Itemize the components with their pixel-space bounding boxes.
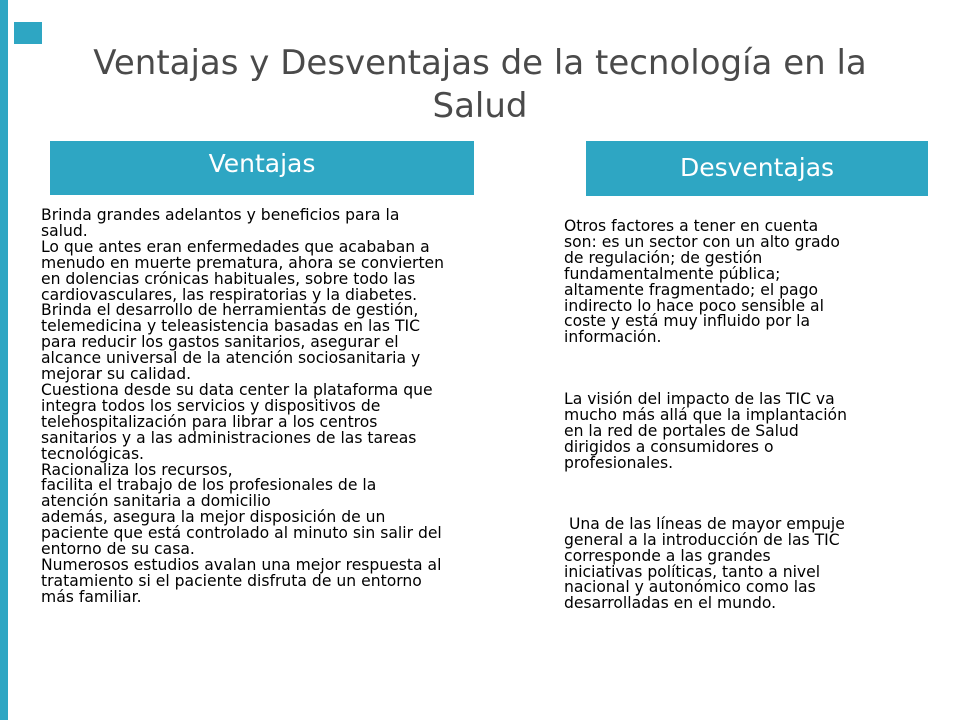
ventajas-body — [41, 208, 541, 606]
desventajas-line: desarrolladas en el mundo. — [564, 594, 777, 613]
ventajas-line: más familiar. — [41, 587, 142, 606]
ventajas-line: además, asegura la mejor disposición de un — [41, 508, 386, 527]
ventajas-line: sanitarios y a las administraciones de las tareas — [41, 428, 417, 447]
ventajas-line: tratamiento si el paciente disfruta de un entorno — [41, 571, 422, 590]
ventajas-line: telemedicina y teleasistencia basadas en las TIC — [41, 317, 421, 336]
ventajas-line: facilita el trabajo de los profesionales de la — [41, 476, 377, 495]
paragraph-spacer — [564, 346, 944, 392]
ventajas-line: Cuestiona desde su data center la plataforma que — [41, 380, 433, 399]
desventajas-line: en la red de portales de Salud — [564, 422, 799, 441]
desventajas-line: indirecto lo hace poco sensible al — [564, 296, 824, 315]
page-title: Ventajas y Desventajas de la tecnología en la Salud — [93, 43, 867, 126]
desventajas-line: Otros factores a tener en cuenta — [564, 217, 819, 235]
desventajas-line: iniciativas políticas, tanto a nivel — [564, 562, 821, 581]
desventajas-paragraph-1 — [564, 219, 944, 346]
desventajas-line: Una de las líneas de mayor empuje — [564, 514, 845, 533]
paragraph-spacer — [564, 472, 944, 517]
ventajas-line: cardiovasculares, las respiratorias y la diabetes. — [41, 285, 418, 304]
ventajas-header: Ventajas — [50, 141, 474, 195]
desventajas-line: coste y está muy influido por la — [564, 312, 811, 331]
desventajas-line: profesionales. — [564, 453, 674, 472]
ventajas-line: Brinda el desarrollo de herramientas de gestión, — [41, 301, 419, 320]
desventajas-line: mucho más allá que la implantación — [564, 406, 847, 425]
desventajas-header: Desventajas — [586, 141, 928, 196]
ventajas-line: Racionaliza los recursos, — [41, 460, 233, 479]
left-accent-bar — [0, 0, 8, 720]
ventajas-line: Brinda grandes adelantos y beneficios para la — [41, 206, 400, 224]
desventajas-line: La visión del impacto de las TIC va — [564, 390, 835, 409]
desventajas-line: fundamentalmente pública; — [564, 264, 781, 283]
desventajas-line: dirigidos a consumidores o — [564, 437, 774, 456]
ventajas-line: menudo en muerte prematura, ahora se convierten — [41, 253, 445, 272]
ventajas-line: integra todos los servicios y dispositivos de — [41, 396, 381, 415]
corner-accent-block — [14, 22, 42, 44]
desventajas-paragraph-3 — [564, 514, 944, 613]
desventajas-body — [564, 219, 944, 612]
ventajas-line: Lo que antes eran enfermedades que acababan a — [41, 237, 430, 256]
ventajas-line: paciente que está controlado al minuto sin salir del — [41, 524, 442, 543]
desventajas-paragraph-2 — [564, 392, 944, 472]
ventajas-line: entorno de su casa. — [41, 540, 195, 559]
desventajas-line: altamente fragmentado; el pago — [564, 280, 819, 299]
ventajas-line: atención sanitaria a domicilio — [41, 492, 271, 511]
ventajas-line: tecnológicas. — [41, 444, 145, 463]
ventajas-line: alcance universal de la atención sociosanitaria y — [41, 349, 421, 368]
desventajas-line: de regulación; de gestión — [564, 248, 763, 267]
desventajas-line: corresponde a las grandes — [564, 546, 771, 565]
ventajas-line: Numerosos estudios avalan una mejor respuesta al — [41, 555, 442, 574]
ventajas-line: para reducir los gastos sanitarios, asegurar el — [41, 333, 399, 352]
ventajas-line: telehospitalización para librar a los centros — [41, 412, 378, 431]
desventajas-line: general a la introducción de las TIC — [564, 530, 840, 549]
desventajas-line: nacional y autonómico como las — [564, 578, 816, 597]
desventajas-line: información. — [564, 328, 662, 347]
desventajas-line: son: es un sector con un alto grado — [564, 232, 840, 251]
ventajas-line: mejorar su calidad. — [41, 365, 192, 384]
ventajas-line: salud. — [41, 221, 88, 240]
ventajas-line: en dolencias crónicas habituales, sobre todo las — [41, 269, 416, 288]
